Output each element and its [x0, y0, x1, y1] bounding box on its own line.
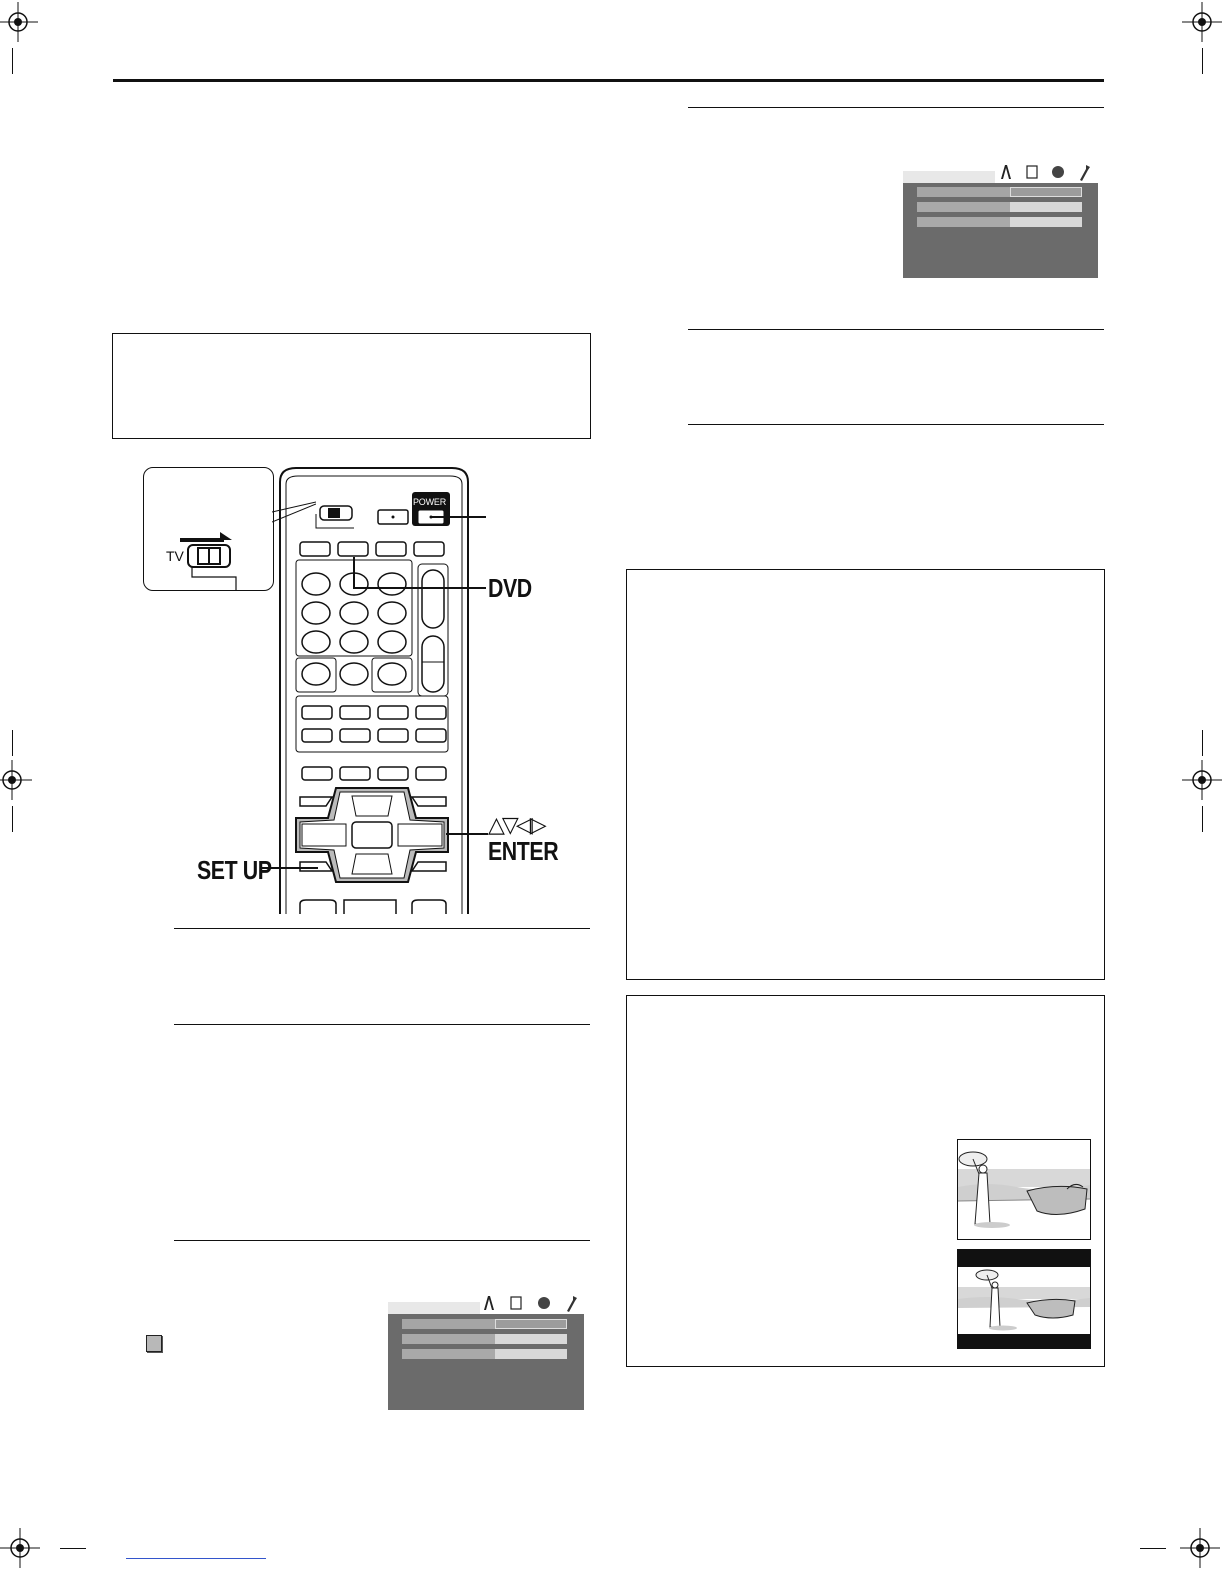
language-icon: [999, 164, 1013, 180]
switch-direction-arrow: [180, 528, 232, 542]
illustration-letterbox: [957, 1249, 1091, 1349]
step-rule: [174, 1240, 590, 1241]
crop-tick: [1202, 806, 1203, 832]
footer-rule: [126, 1558, 266, 1559]
registration-mark-bottom-right: [1180, 1528, 1220, 1568]
registration-mark-mid-left: [0, 760, 32, 800]
tv-label: TV: [166, 548, 184, 564]
info-box: [626, 569, 1105, 980]
crop-tick: [60, 1548, 86, 1549]
crop-tick: [1202, 730, 1203, 756]
registration-mark-mid-right: [1182, 760, 1222, 800]
arrow-keys-label: △▽◁▷: [488, 812, 544, 837]
step-rule: [688, 424, 1104, 425]
illustration-4-3-pan-scan: [957, 1139, 1091, 1240]
power-button-label: POWER: [413, 497, 447, 507]
menu-row: [402, 1334, 567, 1344]
menu-row: [917, 202, 1082, 212]
menu-row-selected: [917, 187, 1082, 197]
setup-label: SET UP: [197, 855, 272, 885]
gray-square-icon: [146, 1335, 162, 1352]
registration-mark-top-right: [1182, 2, 1222, 42]
setup-menu-screen: [903, 171, 1098, 278]
step-rule: [174, 1024, 590, 1025]
inset-pointer: [272, 500, 316, 524]
audio-icon: [537, 1295, 551, 1311]
step-rule: [688, 329, 1104, 330]
step-rule: [174, 928, 590, 929]
language-icon: [482, 1295, 496, 1311]
registration-mark-top-left: [0, 2, 38, 42]
menu-row: [402, 1349, 567, 1359]
enter-label: ENTER: [488, 836, 559, 866]
others-icon: [1077, 163, 1091, 181]
header-rule: [113, 79, 1104, 82]
audio-icon: [1051, 164, 1065, 180]
picture-icon: [1025, 164, 1039, 180]
picture-icon: [509, 1295, 523, 1311]
step-rule: [688, 107, 1104, 108]
menu-row: [917, 217, 1082, 227]
registration-mark-bottom-left: [0, 1528, 40, 1568]
crop-tick: [12, 730, 13, 756]
tv-slide-switch: [186, 543, 242, 591]
setup-menu-screen-bottom: [388, 1302, 584, 1410]
crop-tick: [12, 806, 13, 832]
crop-tick: [1202, 48, 1203, 74]
others-icon: [564, 1294, 578, 1312]
menu-row-selected: [402, 1319, 567, 1329]
notice-box: [112, 333, 591, 439]
dvd-label: DVD: [488, 573, 532, 603]
crop-tick: [12, 48, 13, 74]
crop-tick: [1140, 1548, 1166, 1549]
